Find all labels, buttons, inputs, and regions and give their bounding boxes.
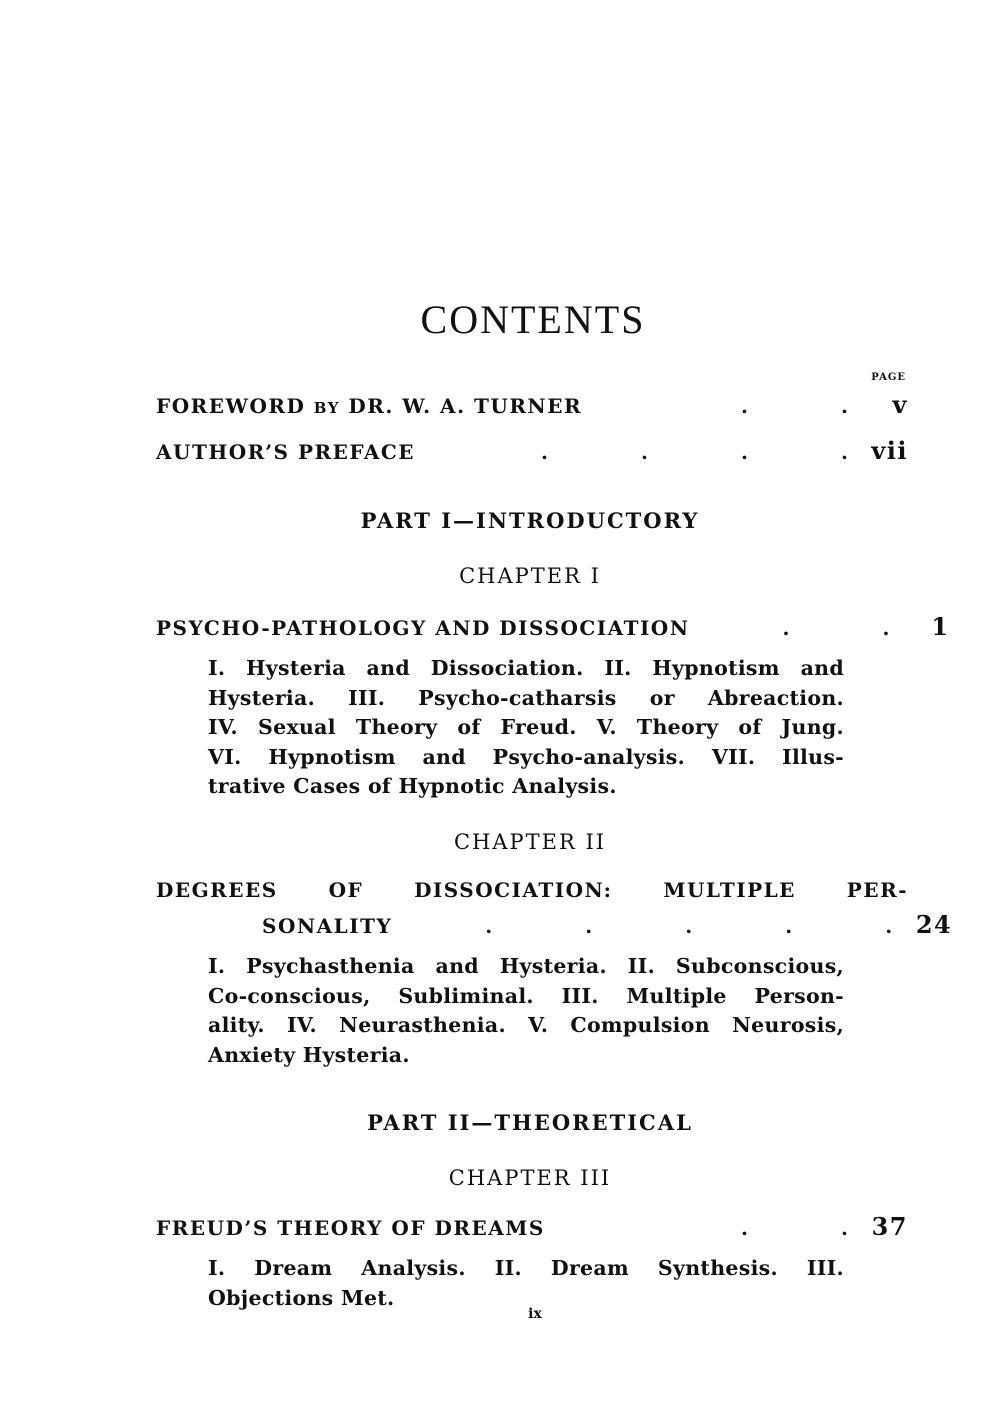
toc-entry-preface[interactable]	[156, 436, 908, 466]
toc-entry-label: PSYCHO-PATHOLOGY AND DISSOCIATION	[156, 616, 690, 640]
chapter-summary: I. Psychasthenia and Hysteria. II. Subconscious, Co-conscious, Subliminal. III. Multiple Person- ality. IV. Neurasthenia. V. Compulsion Neurosis, Anxiety Hysteria.	[208, 954, 844, 1067]
page-column-label: PAGE	[871, 372, 906, 383]
toc-entry-chapter-1[interactable]	[156, 612, 950, 642]
part-heading: PART II—THEORETICAL	[367, 1110, 693, 1135]
leader-dots: . . . . .	[485, 914, 893, 938]
page-number-folio: ix	[528, 1306, 542, 1322]
page-title: CONTENTS	[420, 297, 646, 342]
chapter-heading: CHAPTER II	[453, 830, 607, 854]
leader-dots: . .	[741, 394, 848, 418]
toc-page-number: 24	[915, 910, 953, 939]
leader-dots: . .	[741, 1216, 848, 1240]
toc-entry-chapter-2-line1[interactable]	[156, 878, 908, 908]
chapter-summary: I. Hysteria and Dissociation. II. Hypnotism and Hysteria. III. Psycho-catharsis or Abreaction. IV. Sexual Theory of Freud. V. Theory of Jung. VI. Hypnotism and Psycho-analysis. VII. Illus- trative Cases of Hypnotic Analysis.	[208, 656, 844, 798]
toc-page-number: v	[892, 390, 908, 419]
toc-entry-label: SONALITY	[262, 914, 393, 938]
chapter-summary: I. Dream Analysis. II. Dream Synthesis. III. Objections Met.	[208, 1256, 844, 1310]
chapter-heading: CHAPTER I	[459, 564, 601, 588]
toc-entry-foreword[interactable]	[156, 390, 908, 420]
part-heading: PART I—INTRODUCTORY	[360, 508, 700, 533]
leader-dots: . .	[782, 616, 890, 640]
toc-entry-chapter-2-line2[interactable]	[262, 910, 953, 940]
toc-page-number: 37	[871, 1212, 908, 1241]
toc-page-number: vii	[871, 436, 908, 465]
toc-entry-label: AUTHOR’S PREFACE	[156, 440, 416, 464]
toc-entry-chapter-3[interactable]	[156, 1212, 908, 1242]
toc-entry-label: DEGREES OF DISSOCIATION: MULTIPLE PER-	[156, 878, 908, 902]
chapter-heading: CHAPTER III	[448, 1166, 612, 1190]
toc-page-number: 1	[931, 612, 950, 641]
toc-entry-label: FREUD’S THEORY OF DREAMS	[156, 1216, 545, 1240]
leader-dots: . . . .	[541, 440, 848, 464]
toc-entry-label: FOREWORD BY DR. W. A. TURNER	[156, 394, 583, 418]
